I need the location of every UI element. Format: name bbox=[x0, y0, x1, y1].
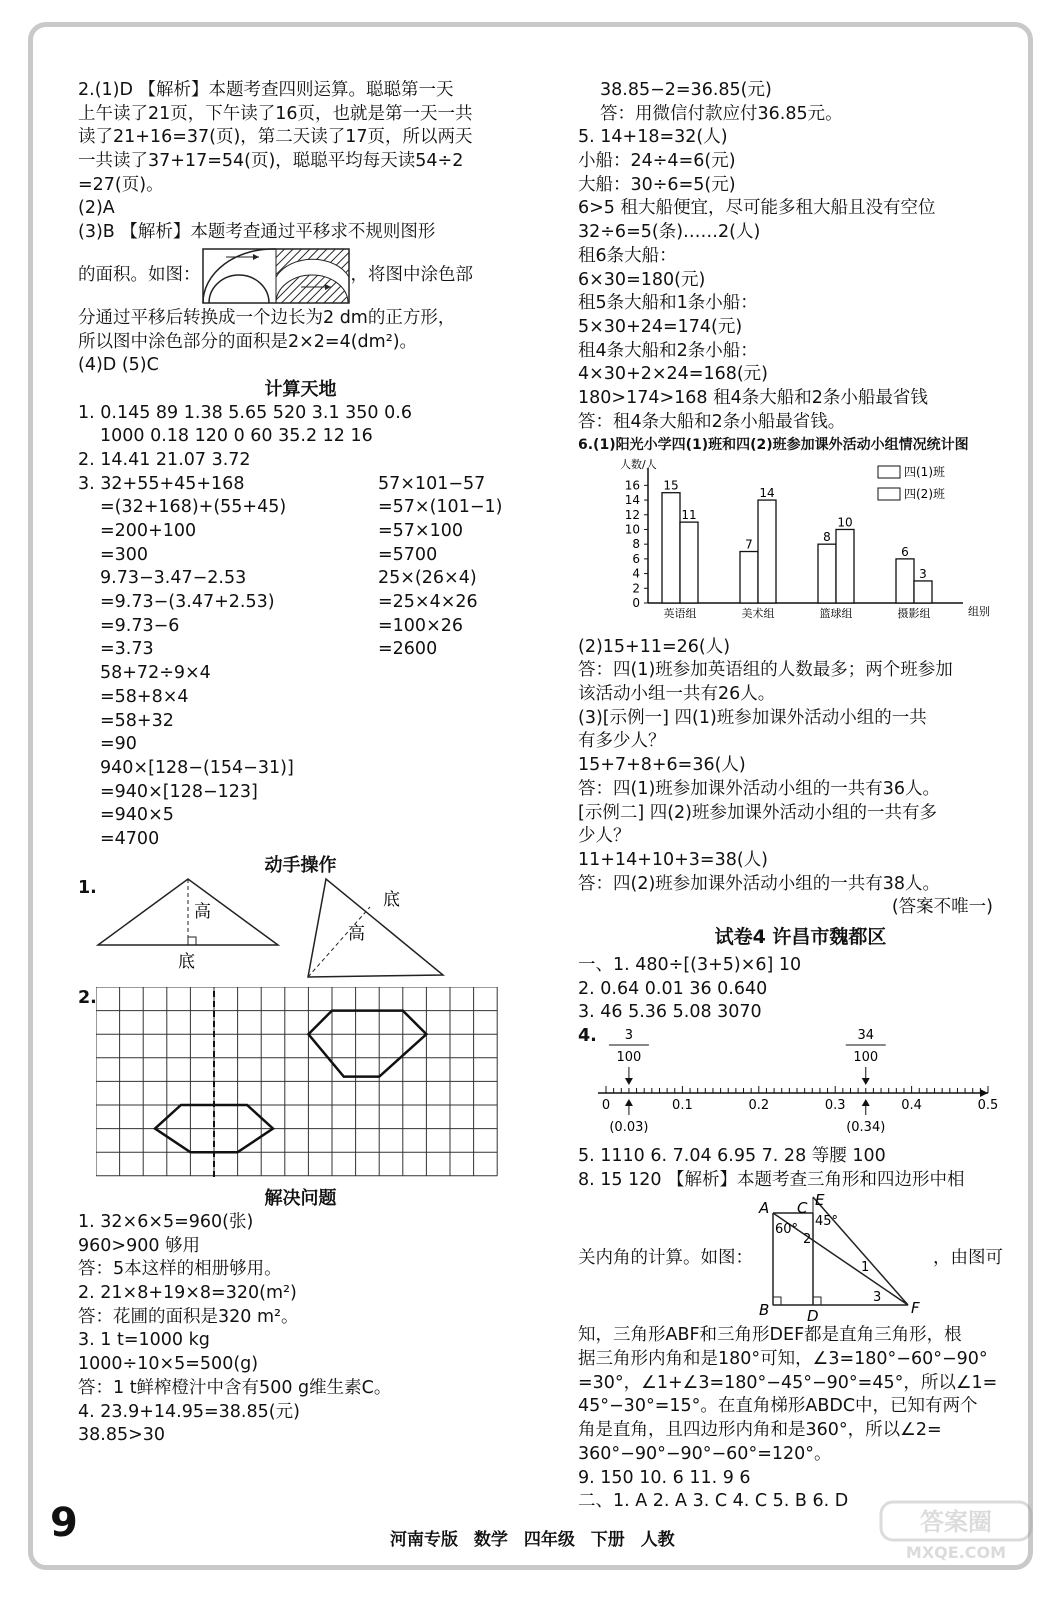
calc-q3-block bbox=[78, 473, 523, 852]
calc-left: =3.73 bbox=[100, 639, 154, 660]
text-line: 1. 32×6×5=960(张) bbox=[78, 1212, 254, 1232]
text-line: 2. 0.64 0.01 36 0.640 bbox=[578, 978, 768, 999]
svg-text:答案圈: 答案圈 bbox=[920, 1508, 992, 1536]
left-column bbox=[78, 79, 523, 1448]
solve-block bbox=[78, 1211, 523, 1448]
text-line: 8. 15 120 【解析】本题考查三角形和四边形中相 bbox=[578, 1169, 965, 1190]
text-line: 答：四(1)班参加英语组的人数最多；两个班参加 bbox=[578, 660, 953, 681]
calc-row bbox=[78, 804, 523, 828]
text-span: 的面积。如图： bbox=[78, 264, 201, 285]
fraction-numerator: 34 bbox=[857, 1028, 875, 1044]
bar-value-label: 3 bbox=[919, 566, 927, 581]
hands-q1-block bbox=[78, 877, 523, 987]
q5-block bbox=[578, 126, 1023, 434]
text-line: 少人？ bbox=[578, 826, 631, 847]
watermark-logo bbox=[873, 1496, 1039, 1566]
decimal-label: (0.03) bbox=[609, 1120, 649, 1136]
text-span: 关内角的计算。如图： bbox=[578, 1247, 753, 1268]
text-line: 上午读了21页，下午读了16页，也就是第一天一共 bbox=[78, 103, 473, 124]
calc-left: =940×[128−123] bbox=[100, 781, 258, 802]
y-tick-label: 12 bbox=[624, 507, 640, 522]
calc-row bbox=[78, 828, 523, 852]
text-line: 960>900 够用 bbox=[78, 1235, 201, 1256]
text-line: 15+7+8+6=36(人) bbox=[578, 755, 746, 776]
y-tick-label: 0 bbox=[632, 596, 640, 610]
text-line: 4. 23.9+14.95=38.85(元) bbox=[78, 1401, 300, 1422]
text-line: 答：租4条大船和2条小船最省钱。 bbox=[578, 411, 846, 432]
calc-right: =5700 bbox=[378, 544, 438, 565]
text-line: 5×30+24=174(元) bbox=[578, 316, 743, 337]
bar-class2 bbox=[758, 500, 776, 603]
angle-45: 45° bbox=[815, 1214, 839, 1230]
y-axis-label: 人数/人 bbox=[620, 458, 657, 471]
text-line: 一、1. 480÷[(3+5)×6] 10 bbox=[578, 954, 802, 975]
calc-right: 25×(26×4) bbox=[378, 568, 477, 589]
calc-row bbox=[78, 781, 523, 805]
calc-right: =25×4×26 bbox=[378, 592, 478, 613]
text-line: 答：四(1)班参加课外活动小组的一共有36人。 bbox=[578, 778, 941, 799]
text-line: =30°，∠1+∠3=180°−45°−90°=45°，所以∠1= bbox=[578, 1372, 998, 1393]
triangle-figures bbox=[78, 877, 498, 987]
calc-q1-line1: 1. 0.145 89 1.38 5.65 520 3.1 350 0.6 bbox=[78, 402, 412, 423]
point-B: B bbox=[759, 1301, 770, 1320]
calc-left: =90 bbox=[100, 734, 137, 755]
calc-left: 9.73−3.47−2.53 bbox=[100, 568, 247, 589]
y-tick-label: 14 bbox=[624, 493, 640, 508]
answer-note: (答案不唯一) bbox=[891, 897, 993, 918]
text-line: 租6条大船： bbox=[578, 245, 677, 266]
text-line: 32÷6=5(条)……2(人) bbox=[578, 222, 761, 243]
question-number: 2. bbox=[78, 988, 97, 1009]
geometry-figure bbox=[753, 1193, 933, 1323]
text-line: 读了21+16=37(页)，第二天读了17页，所以两天 bbox=[78, 127, 473, 148]
calc-left: =58+32 bbox=[100, 710, 174, 731]
bar-class1 bbox=[740, 552, 758, 603]
calc-left: 3. 32+55+45+168 bbox=[78, 473, 245, 494]
calc-row bbox=[78, 615, 523, 639]
fraction-numerator: 3 bbox=[624, 1028, 634, 1044]
section-title-calc: 计算天地 bbox=[264, 378, 337, 400]
calc-right: 57×101−57 bbox=[378, 473, 486, 494]
bar-class2 bbox=[680, 522, 698, 603]
tick-label: 0 bbox=[601, 1098, 611, 1114]
calc-row bbox=[78, 710, 523, 734]
calc-row bbox=[78, 591, 523, 615]
q2-part45: (4)D (5)C bbox=[78, 355, 159, 376]
pointer-head bbox=[625, 1099, 633, 1106]
calc-left: =200+100 bbox=[100, 521, 197, 541]
bar-class2 bbox=[914, 581, 932, 603]
text-line: 答：四(2)班参加课外活动小组的一共有38人。 bbox=[578, 873, 941, 894]
bar-chart bbox=[578, 458, 998, 628]
text-line: 180>174>168 租4条大船和2条小船最省钱 bbox=[578, 387, 928, 408]
category-label: 英语组 bbox=[663, 607, 697, 620]
legend-label: 四(1)班 bbox=[904, 465, 945, 479]
angle-2: 2 bbox=[803, 1232, 812, 1248]
paper-title: 试卷4 许昌市魏都区 bbox=[714, 925, 887, 948]
text-line: =27(页)。 bbox=[78, 174, 164, 195]
tick-label: 0.1 bbox=[672, 1098, 693, 1114]
calc-left: =(32+168)+(55+45) bbox=[100, 497, 287, 518]
calc-right: =100×26 bbox=[378, 615, 463, 636]
angle-3: 3 bbox=[873, 1290, 882, 1306]
section-title-solve: 解决问题 bbox=[264, 1188, 337, 1210]
calc-row bbox=[78, 473, 523, 497]
text-line: (2)15+11=26(人) bbox=[578, 636, 731, 657]
text-line: 有多少人？ bbox=[578, 731, 666, 752]
category-label: 篮球组 bbox=[819, 607, 853, 620]
number-line-block bbox=[578, 1025, 1023, 1145]
calc-row bbox=[78, 567, 523, 591]
text-line: 9. 150 10. 6 11. 9 6 bbox=[578, 1467, 751, 1488]
bar-value-label: 11 bbox=[681, 508, 697, 523]
hands-q2-block bbox=[78, 987, 523, 1187]
text-line: 答：花圃的面积是320 m²。 bbox=[78, 1306, 299, 1327]
bar-class2 bbox=[836, 529, 854, 603]
category-label: 美术组 bbox=[741, 607, 775, 620]
calc-q2: 2. 14.41 21.07 3.72 bbox=[78, 449, 251, 470]
calc-right: =57×(101−1) bbox=[378, 497, 503, 518]
text-line: 租5条大船和1条小船： bbox=[578, 293, 758, 314]
text-line: 答：5本这样的相册够用。 bbox=[78, 1259, 282, 1280]
text-line: 知，三角形ABF和三角形DEF都是直角三角形，根 bbox=[578, 1325, 962, 1346]
text-line: 所以图中涂色部分的面积是2×2=4(dm²)。 bbox=[78, 331, 418, 352]
text-line: 3. 1 t=1000 kg bbox=[78, 1330, 210, 1351]
text-line: 租4条大船和2条小船： bbox=[578, 340, 758, 361]
calc-left: =9.73−6 bbox=[100, 615, 180, 636]
right-column bbox=[578, 79, 1023, 1514]
text-line: 该活动小组一共有26人。 bbox=[578, 684, 776, 705]
text-span: ，将图中涂色部 bbox=[350, 264, 473, 285]
label-base: 底 bbox=[383, 890, 400, 911]
angle-60: 60° bbox=[775, 1222, 799, 1238]
calc-left: =58+8×4 bbox=[100, 686, 189, 707]
tick-label: 0.4 bbox=[901, 1098, 922, 1114]
pointer-head bbox=[625, 1078, 633, 1085]
q8-explanation bbox=[578, 1324, 1023, 1466]
text-line: 45°−30°=15°。在直角梯形ABDC中，已知有两个 bbox=[578, 1396, 978, 1417]
bar-value-label: 14 bbox=[759, 486, 775, 501]
calc-left: =4700 bbox=[100, 828, 160, 849]
pointer-head bbox=[862, 1099, 870, 1106]
text-line: 分通过平移后转换成一个边长为2 dm的正方形， bbox=[78, 307, 456, 328]
q2-figure-line bbox=[78, 245, 523, 307]
calc-row bbox=[78, 520, 523, 544]
x-axis-label: 组别 bbox=[968, 605, 990, 618]
text-line: 大船：30÷6=5(元) bbox=[578, 174, 736, 195]
text-line: 小船：24÷4=6(元) bbox=[578, 151, 736, 172]
fraction-denominator: 100 bbox=[616, 1050, 642, 1066]
bar-value-label: 10 bbox=[837, 515, 853, 530]
y-tick-label: 6 bbox=[632, 551, 640, 566]
category-label: 摄影组 bbox=[897, 607, 931, 620]
calc-row bbox=[78, 662, 523, 686]
calc-row bbox=[78, 496, 523, 520]
axis-arrow bbox=[980, 1089, 988, 1097]
translation-grid bbox=[96, 987, 516, 1177]
shaded-area-figure bbox=[201, 247, 351, 305]
calc-row bbox=[78, 638, 523, 662]
text-line: 360°−90°−90°−60°=120°。 bbox=[578, 1443, 832, 1464]
y-tick-label: 10 bbox=[624, 522, 640, 537]
point-F: F bbox=[911, 1299, 920, 1318]
q2-part2: (2)A bbox=[78, 198, 115, 219]
svg-text:MXQE.COM: MXQE.COM bbox=[905, 1543, 1007, 1562]
tick-label: 0.3 bbox=[824, 1098, 846, 1114]
calc-q1-line2: 1000 0.18 120 0 60 35.2 12 16 bbox=[100, 426, 373, 447]
calc-left: 58+72÷9×4 bbox=[100, 663, 211, 684]
legend-swatch bbox=[878, 466, 900, 478]
text-line: 答：1 t鲜榨橙汁中含有500 g维生素C。 bbox=[78, 1377, 392, 1398]
text-span: ，由图可 bbox=[933, 1247, 1003, 1268]
text-line: 4×30+2×24=168(元) bbox=[578, 364, 769, 385]
y-tick-label: 2 bbox=[632, 581, 640, 596]
text-line: 二、1. A 2. A 3. C 4. C 5. B 6. D bbox=[578, 1491, 849, 1512]
footer-text: 河南专版 数学 四年级 下册 人教 bbox=[390, 1530, 675, 1550]
page-number: 9 bbox=[50, 1500, 78, 1546]
label-height: 高 bbox=[348, 924, 365, 945]
y-tick-label: 8 bbox=[632, 537, 640, 552]
bar-value-label: 6 bbox=[901, 544, 909, 559]
q2-part3: (3)B 【解析】本题考查通过平移求不规则图形 bbox=[78, 222, 436, 243]
text-line: 38.85>30 bbox=[78, 1425, 166, 1446]
calc-row bbox=[78, 686, 523, 710]
text-line: (3)[示例一] 四(1)班参加课外活动小组的一共 bbox=[578, 707, 927, 728]
point-D: D bbox=[807, 1307, 819, 1324]
bar-class1 bbox=[896, 559, 914, 603]
text-line: 答：用微信付款应付36.85元。 bbox=[600, 103, 843, 124]
label-base: 底 bbox=[178, 952, 195, 973]
text-line: 一共读了37+17=54(页)，聪聪平均每天读54÷2 bbox=[78, 151, 464, 172]
question-number: 4. bbox=[578, 1026, 597, 1047]
text-line: 5. 1110 6. 7.04 6.95 7. 28 等腰 100 bbox=[578, 1146, 886, 1167]
legend-label: 四(2)班 bbox=[904, 487, 945, 501]
calc-row bbox=[78, 757, 523, 781]
text-line: 38.85−2=36.85(元) bbox=[600, 80, 772, 100]
tick-label: 0.2 bbox=[748, 1098, 770, 1114]
q6-block bbox=[578, 636, 1023, 897]
text-line: 1000÷10×5=500(g) bbox=[78, 1354, 259, 1375]
angle-1: 1 bbox=[861, 1260, 870, 1276]
text-line: 6×30=180(元) bbox=[578, 269, 706, 290]
text-line: 2.(1)D 【解析】本题考查四则运算。聪聪第一天 bbox=[78, 80, 454, 100]
text-line: 2. 21×8+19×8=320(m²) bbox=[78, 1283, 297, 1304]
legend-swatch bbox=[878, 488, 900, 500]
section-title-hands-on: 动手操作 bbox=[264, 854, 337, 876]
calc-left: =940×5 bbox=[100, 805, 174, 826]
bar-value-label: 7 bbox=[745, 537, 753, 552]
y-tick-label: 4 bbox=[632, 566, 640, 581]
q2-part1 bbox=[78, 79, 523, 197]
pointer-head bbox=[862, 1078, 870, 1085]
calc-right: =57×100 bbox=[378, 521, 463, 541]
tick-label: 0.5 bbox=[977, 1098, 999, 1114]
chart-caption: 6.(1)阳光小学四(1)班和四(2)班参加课外活动小组情况统计图 bbox=[578, 437, 969, 454]
number-line bbox=[578, 1025, 1008, 1145]
calc-left: =300 bbox=[100, 544, 149, 565]
text-line: [示例二] 四(2)班参加课外活动小组的一共有多 bbox=[578, 802, 938, 823]
bar-value-label: 15 bbox=[663, 478, 679, 493]
question-number: 1. bbox=[78, 878, 97, 899]
geometry-line bbox=[578, 1192, 1023, 1324]
point-A: A bbox=[759, 1199, 770, 1218]
calc-left: =9.73−(3.47+2.53) bbox=[100, 592, 275, 613]
label-height: 高 bbox=[194, 902, 211, 923]
bar-value-label: 8 bbox=[823, 530, 831, 545]
point-E: E bbox=[815, 1193, 825, 1210]
bar-class1 bbox=[818, 544, 836, 603]
text-line: 6>5 租大船便宜，尽可能多租大船且没有空位 bbox=[578, 198, 936, 219]
decimal-label: (0.34) bbox=[846, 1120, 886, 1136]
calc-left: 940×[128−(154−31)] bbox=[100, 757, 294, 778]
point-C: C bbox=[797, 1199, 808, 1218]
bar-class1 bbox=[662, 493, 680, 603]
calc-right: =2600 bbox=[378, 639, 438, 660]
calc-row bbox=[78, 733, 523, 757]
y-tick-label: 16 bbox=[624, 478, 640, 493]
text-line: 据三角形内角和是180°可知，∠3=180°−60°−90° bbox=[578, 1349, 988, 1370]
fraction-denominator: 100 bbox=[853, 1050, 879, 1066]
text-line: 角是直角，且四边形内角和是360°，所以∠2= bbox=[578, 1420, 942, 1441]
text-line: 11+14+10+3=38(人) bbox=[578, 849, 769, 870]
text-line: 3. 46 5.36 5.08 3070 bbox=[578, 1002, 762, 1023]
text-line: 5. 14+18=32(人) bbox=[578, 127, 728, 148]
calc-row bbox=[78, 544, 523, 568]
